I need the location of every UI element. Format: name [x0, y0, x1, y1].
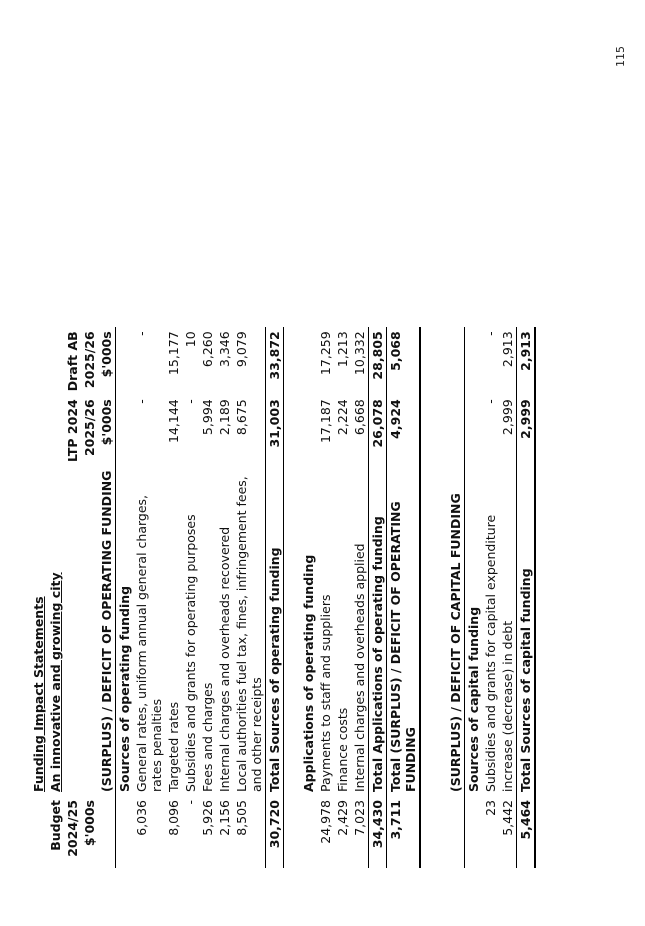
table-row: 8,505 Local authorities fuel tax, fines, infringement fees, and other receipts 8,675 9,079	[234, 331, 264, 836]
operating-sources-heading: Sources of operating funding	[117, 585, 132, 792]
table-row: - Subsidies and grants for operating purposes - 10	[183, 331, 198, 805]
total-row: 5,464 Total Sources of capital funding 2,999 2,913	[517, 327, 536, 868]
col-ltp-year: 2025/26	[82, 399, 97, 457]
net-total-row: 3,711 Total (SURPLUS) / DEFICIT OF OPERATING FUNDING 4,924 5,068	[387, 327, 421, 868]
table-row: 2,156 Internal charges and overheads recovered 2,189 3,346	[217, 331, 232, 836]
col-budget-unit: $'000s	[82, 800, 97, 847]
col-draft-year: 2025/26	[82, 331, 97, 389]
capital-section-heading: (SURPLUS) / DEFICIT OF CAPITAL FUNDING	[447, 466, 465, 796]
table-row: 6,036 General rates, uniform annual general charges, rates penalties - -	[134, 331, 164, 836]
document-subtitle: An innovative and growing city	[48, 572, 63, 792]
table-row: 5,442 increase (decrease) in debt 2,999 2,913	[500, 331, 515, 836]
col-draft-header: Draft AB	[65, 331, 80, 392]
col-ltp-header: LTP 2024	[65, 399, 80, 462]
table-row: 2,429 Finance costs 2,224 1,213	[335, 331, 350, 836]
table-row: 8,096 Targeted rates 14,144 15,177	[166, 331, 181, 836]
document-title: Funding Impact Statements	[31, 596, 46, 792]
table-row: 24,978 Payments to staff and suppliers 17,187 17,259	[318, 331, 333, 844]
col-draft-unit: $'000s	[98, 327, 116, 395]
total-row: 34,430 Total Applications of operating funding 26,078 28,805	[369, 327, 387, 868]
col-budget-year: 2024/25	[65, 800, 80, 857]
table-row: 7,023 Internal charges and overheads applied 6,668 10,332	[352, 331, 367, 836]
col-ltp-unit: $'000s	[98, 395, 116, 466]
col-budget-header: Budget	[48, 800, 63, 851]
funding-impact-table	[30, 327, 536, 868]
total-row: 30,720 Total Sources of operating funding 31,003 33,872	[266, 327, 284, 868]
operating-applications-heading: Applications of operating funding	[301, 554, 316, 792]
capital-sources-heading: Sources of capital funding	[466, 606, 481, 792]
table-row: 23 Subsidies and grants for capital expenditure - -	[483, 331, 498, 816]
page-number: 115	[614, 46, 627, 67]
table-row: 5,926 Fees and charges 5,994 6,260	[200, 331, 215, 836]
operating-section-heading: (SURPLUS) / DEFICIT OF OPERATING FUNDING	[98, 466, 116, 796]
